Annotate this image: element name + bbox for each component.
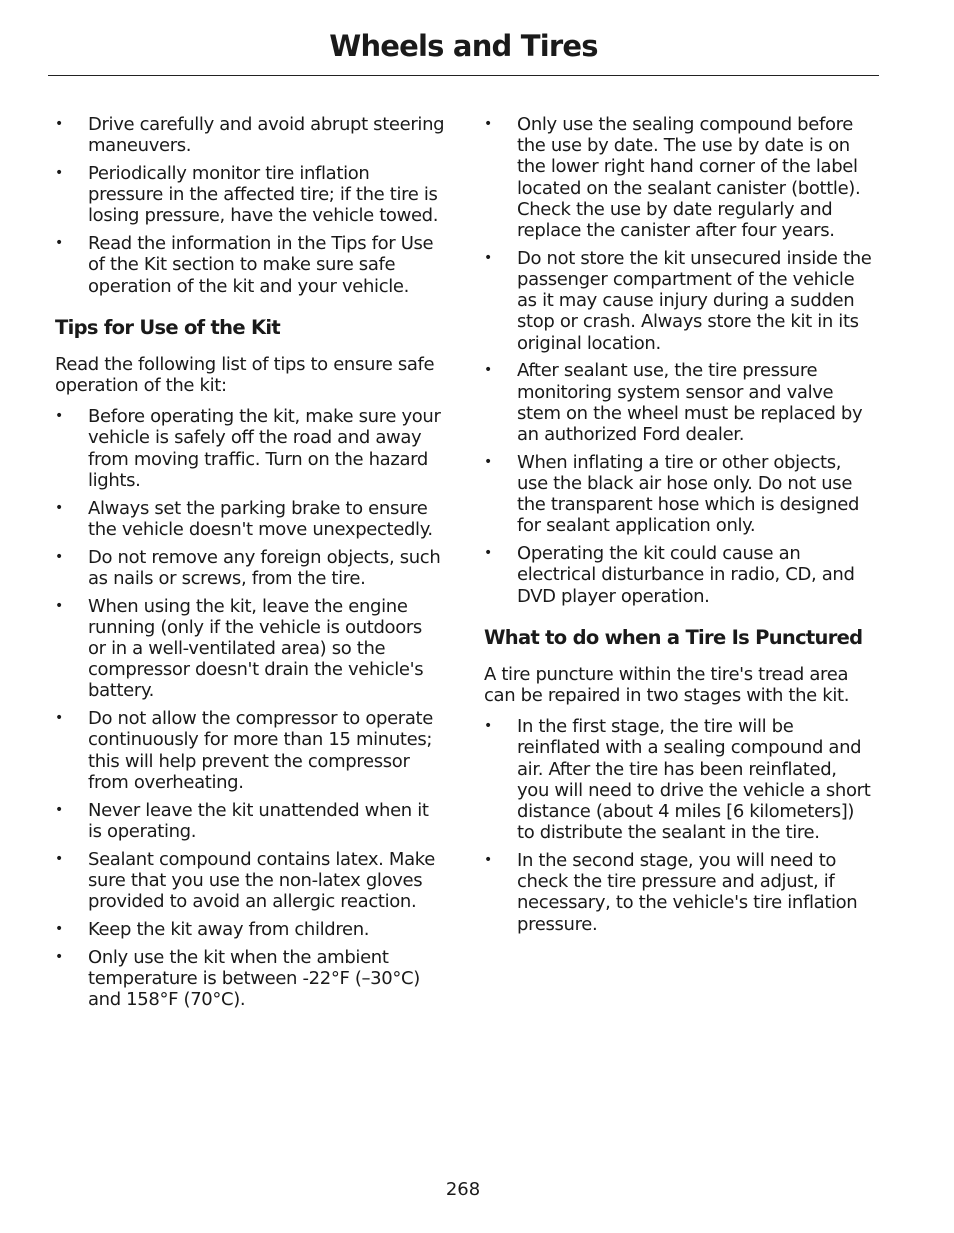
list-item-text: Sealant compound contains latex. Make sure that you use the non-latex gloves provided to avoid an allergic reaction. xyxy=(88,848,435,913)
bullet-icon: • xyxy=(55,116,63,132)
list-item-text: Before operating the kit, make sure your vehicle is safely off the road and away from moving traffic. Turn on the hazard lights. xyxy=(88,406,441,491)
list-item xyxy=(55,114,445,156)
list-item xyxy=(484,360,874,445)
list-item-text: Read the information in the Tips for Use of the Kit section to make sure safe operation of the kit and your vehicle. xyxy=(88,233,434,297)
list-item xyxy=(55,947,445,1011)
list-item xyxy=(484,114,874,241)
bullet-icon: • xyxy=(484,362,492,379)
list-item-text: Always set the parking brake to ensure the vehicle doesn't move unexpectedly. xyxy=(88,497,433,540)
section-heading-puncture: What to do when a Tire Is Punctured xyxy=(484,625,863,649)
page-title: Wheels and Tires xyxy=(329,29,598,63)
list-item-text: Operating the kit could cause an electrical disturbance in radio, CD, and DVD player operation. xyxy=(517,543,855,607)
bullet-icon: • xyxy=(55,850,63,867)
list-item-text: In the first stage, the tire will be reinflated with a sealing compound and air. After the tire has been reinflated, you will need to drive the vehicle a short distance (about 4 miles [6 kilometers]) to distribute the sealant in the tire. xyxy=(517,716,871,844)
bullet-icon: • xyxy=(484,249,492,266)
list-item xyxy=(55,849,445,913)
list-item-text: Do not store the kit unsecured inside the passenger compartment of the vehicle as it may cause injury during a sudden stop or crash. Always store the kit in its original location. xyxy=(517,247,872,354)
list-item-text: When using the kit, leave the engine running (only if the vehicle is outdoors or in a well-ventilated area) so the compressor doesn't drain the vehicle's battery. xyxy=(88,595,424,702)
bullet-icon: • xyxy=(55,548,63,565)
bullet-icon: • xyxy=(55,920,63,937)
list-item xyxy=(55,498,445,540)
bullet-icon: • xyxy=(484,852,492,869)
list-item-text: When inflating a tire or other objects, use the black air hose only. Do not use the transparent hose which is designed for sealant application only. xyxy=(517,451,860,537)
list-item-text: Drive carefully and avoid abrupt steering maneuvers. xyxy=(88,114,445,157)
bullet-icon: • xyxy=(55,165,63,181)
title-divider xyxy=(48,75,879,76)
bullet-icon: • xyxy=(55,801,63,818)
list-item xyxy=(55,547,445,589)
list-item xyxy=(484,543,874,607)
list-item xyxy=(55,919,445,940)
tips-bullet-list xyxy=(55,406,445,1010)
list-item xyxy=(55,406,445,491)
list-item xyxy=(484,248,874,354)
list-item xyxy=(484,716,874,843)
bullet-icon: • xyxy=(484,718,492,735)
list-item-text: Keep the kit away from children. xyxy=(88,918,370,940)
list-item-text: Periodically monitor tire inflation pressure in the affected tire; if the tire is losing pressure, have the vehicle towed. xyxy=(88,163,439,227)
bullet-icon: • xyxy=(55,948,63,965)
bullet-icon: • xyxy=(55,408,63,425)
list-item xyxy=(55,596,445,702)
puncture-intro-paragraph: A tire puncture within the tire's tread area can be repaired in two stages with the kit. xyxy=(484,663,850,707)
right-intro-bullet-list xyxy=(484,114,874,607)
list-item-text: Only use the kit when the ambient temperature is between -22°F (–30°C) and 158°F (70°C). xyxy=(88,946,420,1011)
list-item xyxy=(484,850,874,935)
list-item-text: After sealant use, the tire pressure monitoring system sensor and valve stem on the wheel must be replaced by an authorized Ford dealer. xyxy=(517,360,863,446)
list-item-text: Do not allow the compressor to operate continuously for more than 15 minutes; this will help prevent the compressor from overheating. xyxy=(88,708,433,793)
bullet-icon: • xyxy=(55,710,63,727)
puncture-bullet-list xyxy=(484,716,874,935)
list-item xyxy=(55,233,445,297)
bullet-icon: • xyxy=(484,545,492,562)
bullet-icon: • xyxy=(55,597,63,614)
section-heading-tips: Tips for Use of the Kit xyxy=(55,315,280,339)
list-item-text: In the second stage, you will need to check the tire pressure and adjust, if necessary, to the vehicle's tire inflation pressure. xyxy=(517,850,858,935)
right-column xyxy=(484,114,874,941)
bullet-icon: • xyxy=(484,453,492,470)
list-item xyxy=(55,800,445,842)
bullet-icon: • xyxy=(55,499,63,516)
list-item-text: Never leave the kit unattended when it is operating. xyxy=(88,799,429,842)
bullet-icon: • xyxy=(55,235,63,252)
list-item xyxy=(55,163,445,227)
tips-intro-paragraph: Read the following list of tips to ensure safe operation of the kit: xyxy=(55,353,435,397)
list-item-text: Only use the sealing compound before the use by date. The use by date is on the lower right hand corner of the label located on the sealant canister (bottle). Check the use by date regularly and replace the canister after four years. xyxy=(517,114,861,242)
list-item-text: Do not remove any foreign objects, such as nails or screws, from the tire. xyxy=(88,546,441,589)
page-number: 268 xyxy=(445,1179,481,1200)
left-column xyxy=(55,114,445,1017)
bullet-icon: • xyxy=(484,116,492,132)
left-intro-bullet-list xyxy=(55,114,445,297)
list-item xyxy=(484,452,874,537)
list-item xyxy=(55,708,445,793)
